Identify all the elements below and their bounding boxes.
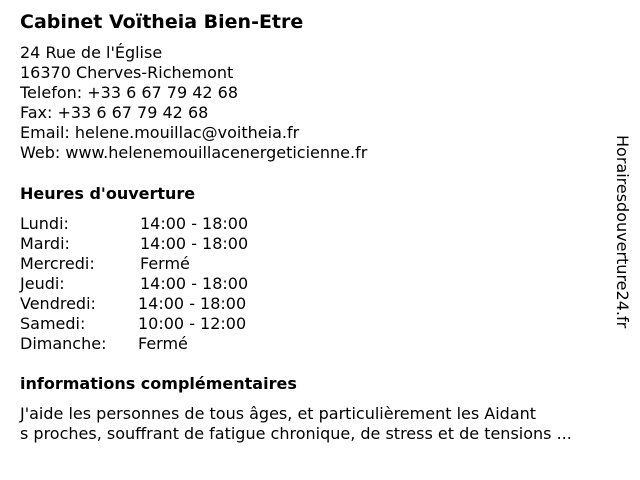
additional-info-heading: informations complémentaires (20, 374, 297, 393)
street-address: 24 Rue de l'Église (20, 43, 163, 62)
day-label: Samedi: (20, 314, 86, 333)
additional-info-text (20, 404, 620, 444)
opening-hours-heading: Heures d'ouverture (20, 184, 196, 203)
phone-number: Telefon: +33 6 67 79 42 68 (20, 83, 239, 102)
fax-number: Fax: +33 6 67 79 42 68 (20, 103, 209, 122)
day-label: Jeudi: (20, 274, 65, 293)
day-hours: 10:00 - 12:00 (138, 314, 247, 333)
business-name: Cabinet Voïtheia Bien-Etre (20, 11, 304, 33)
day-hours: 14:00 - 18:00 (138, 294, 247, 313)
description-line: s proches, souffrant de fatigue chronique, de stress et de tensions ... (20, 424, 572, 443)
day-hours: 14:00 - 18:00 (140, 274, 249, 293)
contact-block (20, 43, 367, 163)
description-line: J'aide les personnes de tous âges, et particulièrement les Aidant (20, 404, 537, 423)
website: Web: www.helenemouillacenergeticienne.fr (20, 143, 368, 162)
day-hours: 14:00 - 18:00 (140, 214, 249, 233)
day-label: Lundi: (20, 214, 69, 233)
watermark (612, 135, 632, 370)
day-label: Mercredi: (20, 254, 95, 273)
watermark-text: Horairesdouverture24.fr (613, 135, 632, 329)
day-hours: Fermé (140, 254, 190, 273)
day-hours: 14:00 - 18:00 (140, 234, 249, 253)
day-hours: Fermé (138, 334, 188, 353)
day-label: Vendredi: (20, 294, 96, 313)
day-label: Mardi: (20, 234, 70, 253)
city-postal: 16370 Cherves-Richemont (20, 63, 234, 82)
day-label: Dimanche: (20, 334, 107, 353)
email-address: Email: helene.mouillac@voitheia.fr (20, 123, 300, 142)
